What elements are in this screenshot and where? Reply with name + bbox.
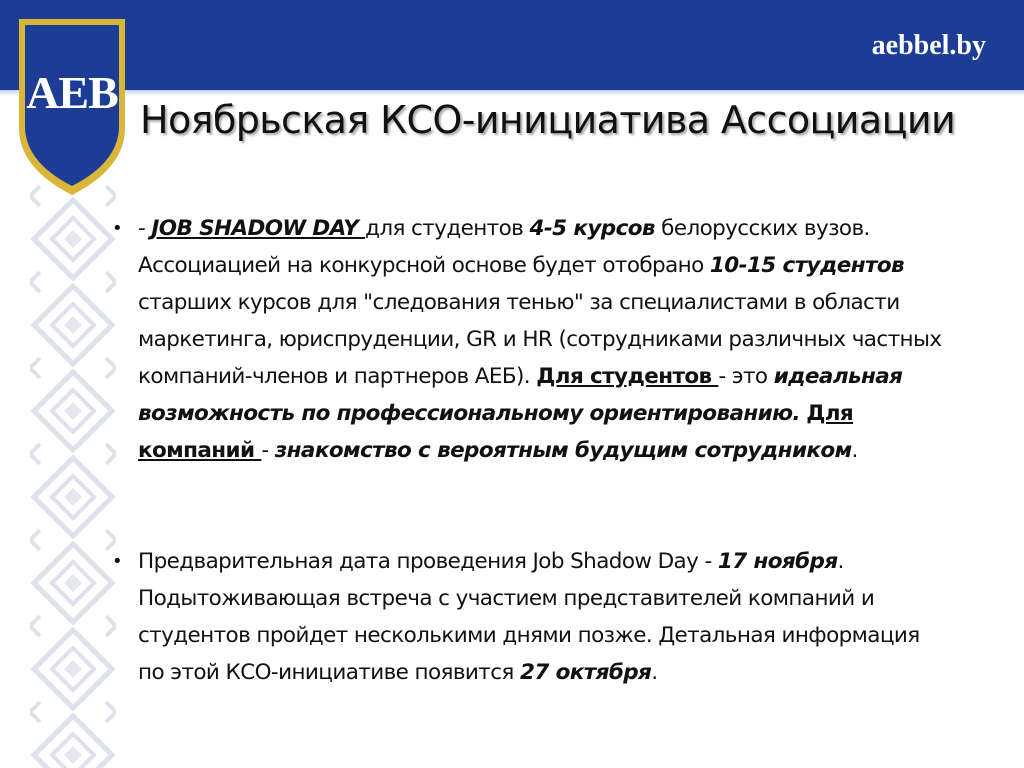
header-divider	[0, 90, 1024, 96]
emphasis: 4-5 курсов	[529, 216, 655, 241]
bullet-item: • Предварительная дата проведения Job Shadow Day - 17 ноября. Подытоживающая встреча с участием представителей компаний и студентов пройдет несколькими днями позже. Детальная информация по этой КСО-инициативе появится 27 октября.	[112, 543, 942, 691]
site-url: aebbel.by	[871, 30, 986, 61]
logo-text: AEB	[26, 67, 118, 118]
emphasis: 17 ноября	[717, 549, 838, 574]
emphasis: знакомство с вероятным будущим сотрудником	[274, 438, 852, 463]
emphasis: 27 октября	[520, 660, 652, 685]
bullet-item: • - JOB SHADOW DAY для студентов 4-5 курсов белорусских вузов. Ассоциацией на конкурсной основе будет отобрано 10-15 студентов старших курсов для "следования тенью" за специалистами в области маркетинга, юриспруденции, GR и HR (сотрудниками различных частных компаний-членов и партнеров АЕБ). Для студентов - это идеальная возможность по профессиональному ориентированию. Для компаний - знакомство с вероятным будущим сотрудником.	[112, 210, 942, 469]
bullet-dot: •	[112, 551, 123, 572]
for-students-label: Для студентов	[536, 364, 719, 389]
header-band	[0, 0, 1024, 90]
spacer	[112, 469, 942, 543]
content-list	[112, 210, 942, 691]
slide-title: Ноябрьская КСО-инициатива Ассоциации	[140, 98, 956, 142]
emphasis: идеальная возможность по профессиональному ориентированию.	[138, 364, 903, 426]
for-companies-label: Для компаний	[138, 401, 854, 463]
emphasis: 10-15 студентов	[709, 253, 905, 278]
bullet-dot: •	[112, 218, 123, 239]
ornament-pattern	[30, 110, 116, 768]
job-shadow-day-label: JOB SHADOW DAY	[151, 216, 366, 241]
